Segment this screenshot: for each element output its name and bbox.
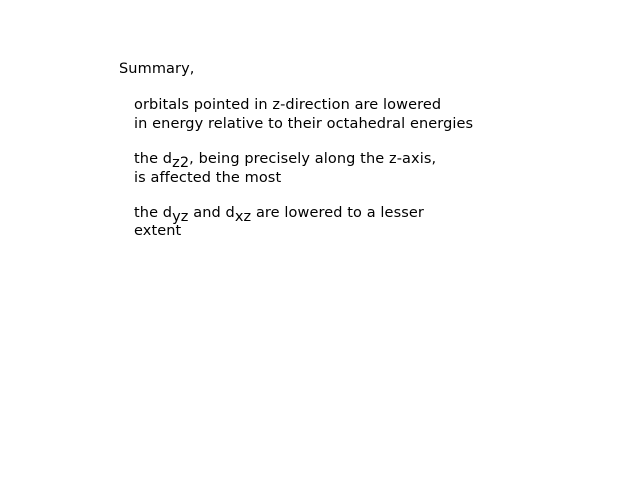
point-3-text-post: are lowered to a lesser <box>251 205 424 221</box>
point-3-line-2: extent <box>134 223 182 239</box>
summary-heading: Summary, <box>119 61 195 77</box>
point-2-line-2: is affected the most <box>134 170 282 186</box>
point-3-line-1 <box>134 204 424 225</box>
point-1-line-2: in energy relative to their octahedral energies <box>134 116 474 132</box>
point-3-text-pre: the d <box>134 205 173 221</box>
dyz-subscript: yz <box>172 209 189 225</box>
dz2-subscript: z2 <box>172 155 190 171</box>
point-2-text-post: , being precisely along the z-axis, <box>189 151 437 167</box>
point-3-text-mid: and d <box>188 205 235 221</box>
point-1-line-1: orbitals pointed in z-direction are lowered <box>134 97 442 113</box>
dxz-subscript: xz <box>234 209 252 225</box>
point-2-line-1 <box>134 150 437 171</box>
point-2-text-pre: the d <box>134 151 173 167</box>
